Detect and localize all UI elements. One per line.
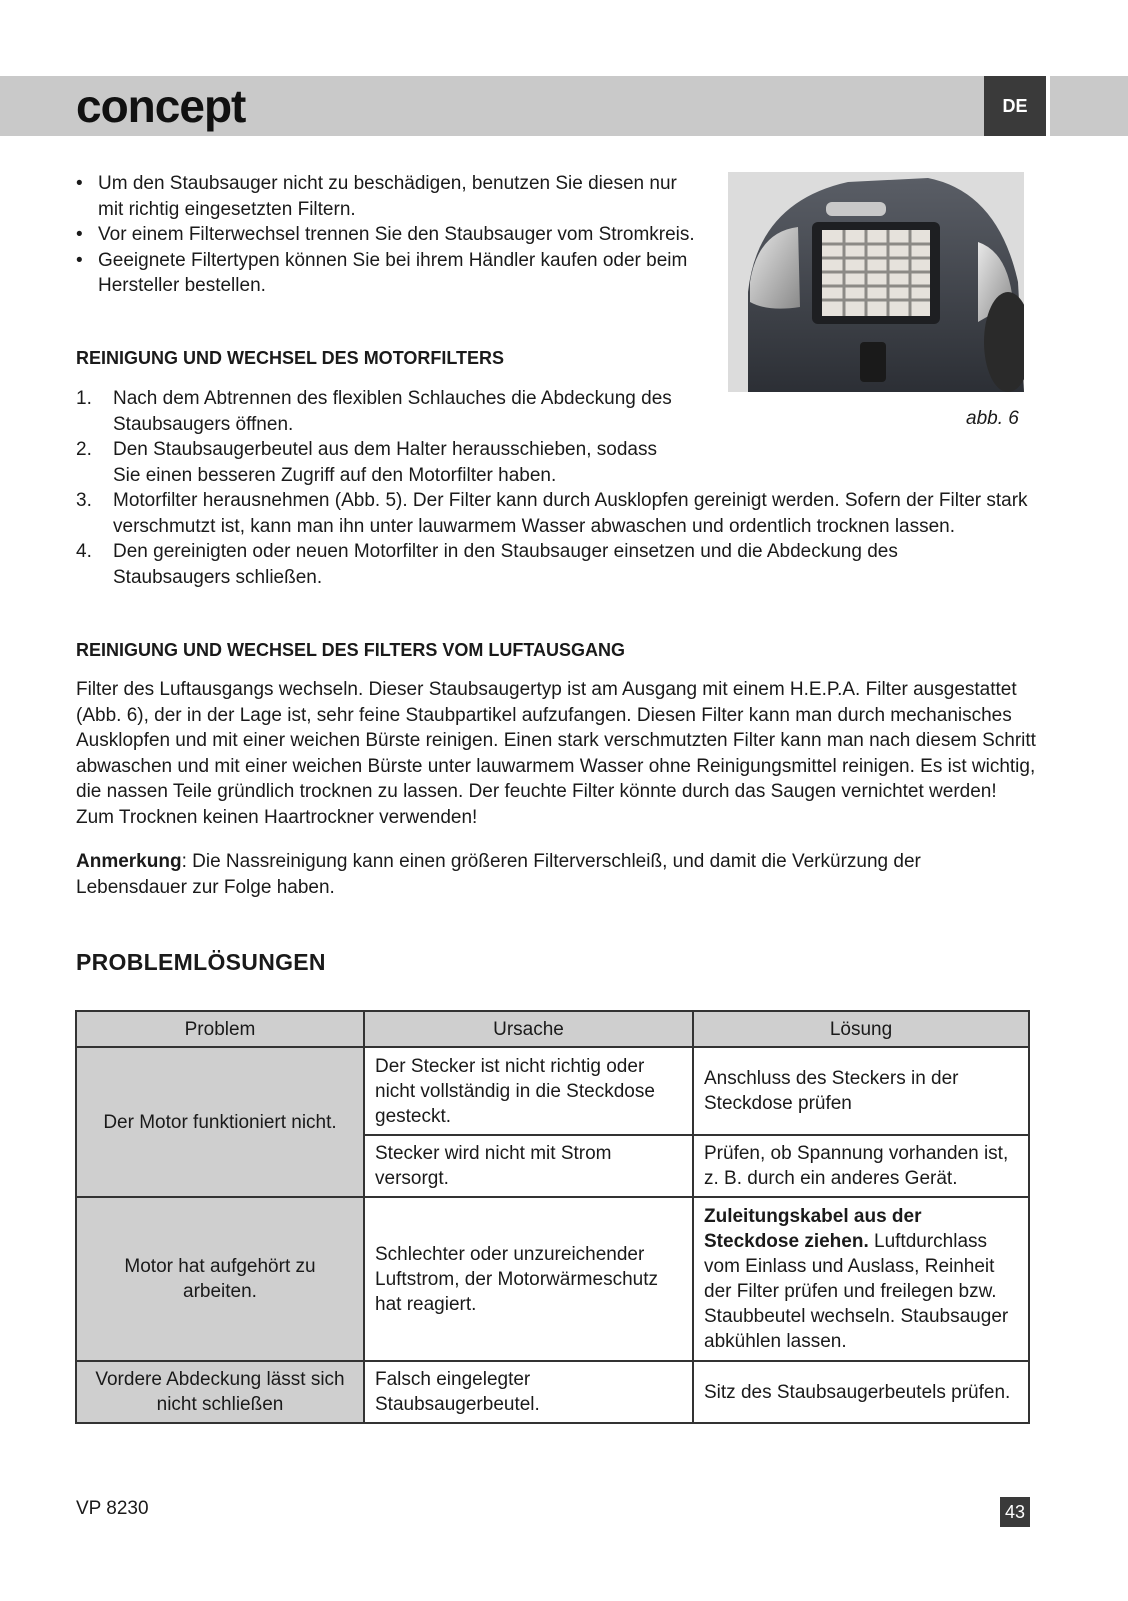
solution-cell: Anschluss des Steckers in der Steckdose prüfen [693,1047,1029,1135]
footer-model-number: VP 8230 [76,1498,149,1519]
note-label: Anmerkung [76,851,182,872]
section-heading-exhaust-filter: REINIGUNG UND WECHSEL DES FILTERS VOM LUFTAUSGANG [76,640,626,660]
column-header-solution: Lösung [693,1011,1029,1047]
solution-text: Luftdurchlass vom Einlass und Auslass, Reinheit der Filter prüfen und freilegen bzw. Staubbeutel wechseln. Staubsauger abkühlen lassen. [704,1231,1009,1352]
figure-hepa-filter [728,172,1024,392]
list-item [76,488,1052,539]
solution-cell: Sitz des Staubsaugerbeutels prüfen. [693,1361,1029,1423]
header-band-right [1050,76,1128,136]
problem-cell: Vordere Abdeckung lässt sich nicht schließen [76,1361,364,1423]
language-badge: DE [984,76,1046,136]
solution-bold-text: Zuleitungskabel aus der Steckdose ziehen. [704,1206,922,1252]
list-item: • Geeignete Filtertypen können Sie bei ihrem Händler kaufen oder beim Hersteller bestellen. [76,248,696,299]
vacuum-filter-illustration [728,172,1024,392]
list-item: • Um den Staubsauger nicht zu beschädigen, benutzen Sie diesen nur mit richtig eingesetzten Filtern. [76,171,696,222]
page-number: 43 [1000,1497,1030,1527]
step-number: 4. [76,541,92,562]
table-row [76,1361,1029,1423]
step-text: Nach dem Abtrennen des flexiblen Schlauches die Abdeckung des Staubsaugers öffnen. [113,388,672,435]
solution-cell: Prüfen, ob Spannung vorhanden ist, z. B. durch ein anderes Gerät. [693,1135,1029,1197]
table-header-row [76,1011,1029,1047]
problem-cell: Motor hat aufgehört zu arbeiten. [76,1197,364,1361]
note-paragraph [76,849,1036,900]
cause-cell: Der Stecker ist nicht richtig oder nicht vollständig in die Steckdose gesteckt. [364,1047,693,1135]
troubleshooting-heading: PROBLEMLÖSUNGEN [76,949,326,975]
table-row [76,1047,1029,1135]
brand-logo: concept [76,80,246,132]
step-text: Den Staubsaugerbeutel aus dem Halter herausschieben, sodass Sie einen besseren Zugriff auf den Motorfilter haben. [113,439,657,486]
problem-cell: Der Motor funktioniert nicht. [76,1047,364,1197]
step-number: 2. [76,439,92,460]
step-number: 3. [76,490,92,511]
list-item: • Vor einem Filterwechsel trennen Sie den Staubsauger vom Stromkreis. [76,222,696,248]
motor-filter-steps [76,386,1052,590]
troubleshooting-table [75,1010,1030,1424]
safety-bullet-list [76,171,696,299]
list-item [76,386,683,437]
exhaust-filter-paragraph: Filter des Luftausgangs wechseln. Dieser Staubsaugertyp ist am Ausgang mit einem H.E.P.A. Filter ausgestattet (Abb. 6), der in der Lage ist, sehr feine Staubpartikel aufzufangen. Diesen Filter kann man durch mechanisches Ausklopfen und mit einer weichen Bürste reinigen. Einen stark verschmutzten Filter kann man nach diesem Schritt abwaschen und mit einer weichen Bürste unter lauwarmem Wasser ohne Reinigungsmittel reinigen. Es ist wichtig, die nassen Teile gründlich trocknen zu lassen. Der feuchte Filter könnte durch das Saugen vernichtet werden! Zum Trocknen keinen Haartrockner verwenden! [76,679,1036,828]
cause-cell: Falsch eingelegter Staubsaugerbeutel. [364,1361,693,1423]
solution-cell [693,1197,1029,1361]
section-heading-motor-filter: REINIGUNG UND WECHSEL DES MOTORFILTERS [76,348,505,368]
cause-cell: Schlechter oder unzureichender Luftstrom, der Motorwärmeschutz hat reagiert. [364,1197,693,1361]
step-text: Motorfilter herausnehmen (Abb. 5). Der Filter kann durch Ausklopfen gereinigt werden. Sofern der Filter stark verschmutzt ist, kann man ihn unter lauwarmem Wasser abwaschen und ordentlich trocknen lassen. [113,490,1028,537]
figure-caption: abb. 6 [966,408,1019,429]
column-header-cause: Ursache [364,1011,693,1047]
list-item [76,539,993,590]
note-text: : Die Nassreinigung kann einen größeren Filterverschleiß, und damit die Verkürzung der Lebensdauer zur Folge haben. [76,851,921,898]
cause-cell: Stecker wird nicht mit Strom versorgt. [364,1135,693,1197]
step-text: Den gereinigten oder neuen Motorfilter in den Staubsauger einsetzen und die Abdeckung des Staubsaugers schließen. [113,541,898,588]
step-number: 1. [76,388,92,409]
table-row [76,1197,1029,1361]
list-item [76,437,683,488]
column-header-problem: Problem [76,1011,364,1047]
